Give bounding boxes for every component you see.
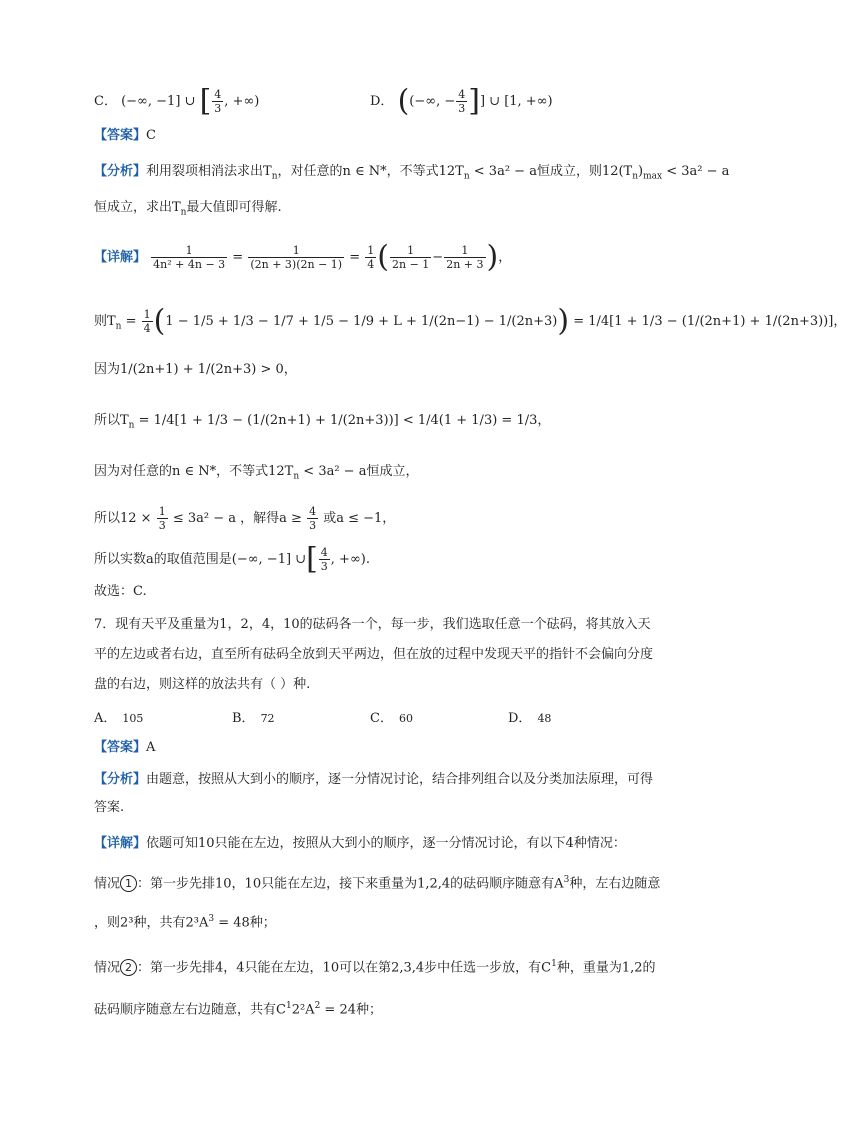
option-d-label: D． [370, 94, 394, 109]
option-c-math-a: (−∞, −1] ∪ [121, 94, 196, 109]
tn-sum-body: 1 − 1/5 + 1/3 − 1/7 + 1/5 − 1/9 + L + 1/(2n−1) − 1/(2n+3) [165, 314, 558, 329]
analysis-tag: 【分析】 [94, 164, 147, 179]
question-7-line2: 平的左边或者右边，直至所有砝码全放到天平两边，但在放的过程中发现天平的指针不会偏向分度 [94, 647, 654, 662]
detail-1-line: 【详解】 $\frac{1}{\text{4n² + 4n − 3}}$ = $\frac{1}{(2n + 3)(2n - 1)}$ = $\frac{1}{4}$ ( $\frac{1}{2n - 1}$ − $\frac{1}{2n + 3}$ )， [94, 239, 512, 275]
question-7-line3: 盘的右边，则这样的放法共有（ ）种. [94, 677, 311, 692]
because-expression: 1/(2n+1) + 1/(2n+3) > 0， [120, 362, 297, 377]
case-1-line1: 情况 1 ：第一步先排10，10只能在左边，接下来重量为1,2,4的砝码顺序随意有$A^3$种，左右边随意 [94, 875, 661, 892]
choice-d: D． 48 [508, 711, 552, 726]
option-c: C． (−∞, −1] ∪ [ $\frac{4}{3}$ , +∞) [94, 83, 260, 119]
analysis-1-line2: 恒成立，求出$T_n$最大值即可得解. [94, 200, 282, 218]
option-c-fraction: $\frac{4}{3}$ [214, 88, 222, 115]
question-7-line1: 7．现有天平及重量为1，2，4，10的砝码各一个，每一步，我们选取任意一个砝码，将其放入天 [94, 617, 651, 632]
analysis-text: 利用裂项相消法求出T [146, 164, 272, 179]
analysis-2-line2: 答案. [94, 800, 125, 815]
choice-b: B． 72 [232, 711, 275, 726]
option-d-fraction: $\frac{4}{3}$ [458, 88, 466, 115]
detail-tag: 【详解】 [94, 250, 147, 265]
detail-2-line: 【详解】依题可知10只能在左边，按照从大到小的顺序，逐一分情况讨论，有以下4种情况： [94, 836, 626, 851]
option-d-math-b: ] ∪ [1, +∞) [479, 94, 553, 109]
tn-sum-line: 则$T_n$ = $\frac{1}{4}$ (1 − 1/5 + 1/3 − 1/7 + 1/5 − 1/9 + L + 1/(2n−1) − 1/(2n+3)) = 1/4[1 + 1/3 − (1/(2n+1) + 1/(2n+3))]， [94, 303, 846, 339]
so-expression-1: = 1/4[1 + 1/3 − (1/(2n+1) + 1/(2n+3))] < 1/4(1 + 1/3) = 1/3， [138, 413, 551, 428]
option-c-label: C． [94, 94, 117, 109]
analysis-1-line1: 【分析】利用裂项相消法求出$T_n$，对任意的n ∈ N*，不等式$12T_n < 3a^2 - a$恒成立，则$12(T_n)_{max} < 3a^2 - a$ [94, 164, 730, 182]
analysis-2-line1: 【分析】由题意，按照从大到小的顺序，逐一分情况讨论，结合排列组合以及分类加法原理，可得 [94, 772, 654, 787]
answer-tag: 【答案】 [94, 128, 147, 143]
case-1-line2: ，则2³种，共有$2^3A^3 = 48$种； [94, 914, 276, 931]
answer-2: 【答案】A [94, 740, 156, 755]
choice-c: C． 60 [370, 711, 413, 726]
so-line-3: 所以实数a的取值范围是(−∞, −1] ∪[ $\frac{4}{3}$ , +∞). [94, 541, 370, 577]
so-line-2: 所以12 × $\frac{1}{3}$ ≤ 3a² − a ，解得a ≥ $\frac{4}{3}$ 或a ≤ −1， [94, 505, 396, 532]
tn-sum-result: = 1/4[1 + 1/3 − (1/(2n+1) + 1/(2n+3))]， [573, 314, 846, 329]
option-c-math-b: , +∞) [224, 94, 260, 109]
so-line-1: 所以$T_n = 1/4[1 + 1/3 - (1/(2n+1) + 1/(2n+3))] < 1/4(1 + 1/3) = 1/3$， [94, 413, 551, 431]
case-2-line2: 砝码顺序随意左右边随意，共有$C^12^2A^2 = 24$种； [94, 1001, 382, 1018]
option-d: D． ((−∞, − $\frac{4}{3}$ ]] ∪ [1, +∞) [370, 83, 553, 119]
answer-1 [94, 127, 156, 145]
choose-line: 故选：C. [94, 584, 147, 599]
because-line: 因为1/(2n+1) + 1/(2n+3) > 0， [94, 362, 297, 377]
answer-value: C [146, 128, 156, 143]
since-line: 因为对任意的n ∈ N*，不等式$12T_n < 3a^2 - a$恒成立， [94, 464, 419, 482]
option-d-math-a: (−∞, − [409, 94, 456, 109]
case-2-line1: 情况 2 ：第一步先排4，4只能在左边，10可以在第2,3,4步中任选一步放，有$C^1$种，重量为1,2的 [94, 959, 656, 976]
choice-a: A． 105 [94, 711, 144, 726]
